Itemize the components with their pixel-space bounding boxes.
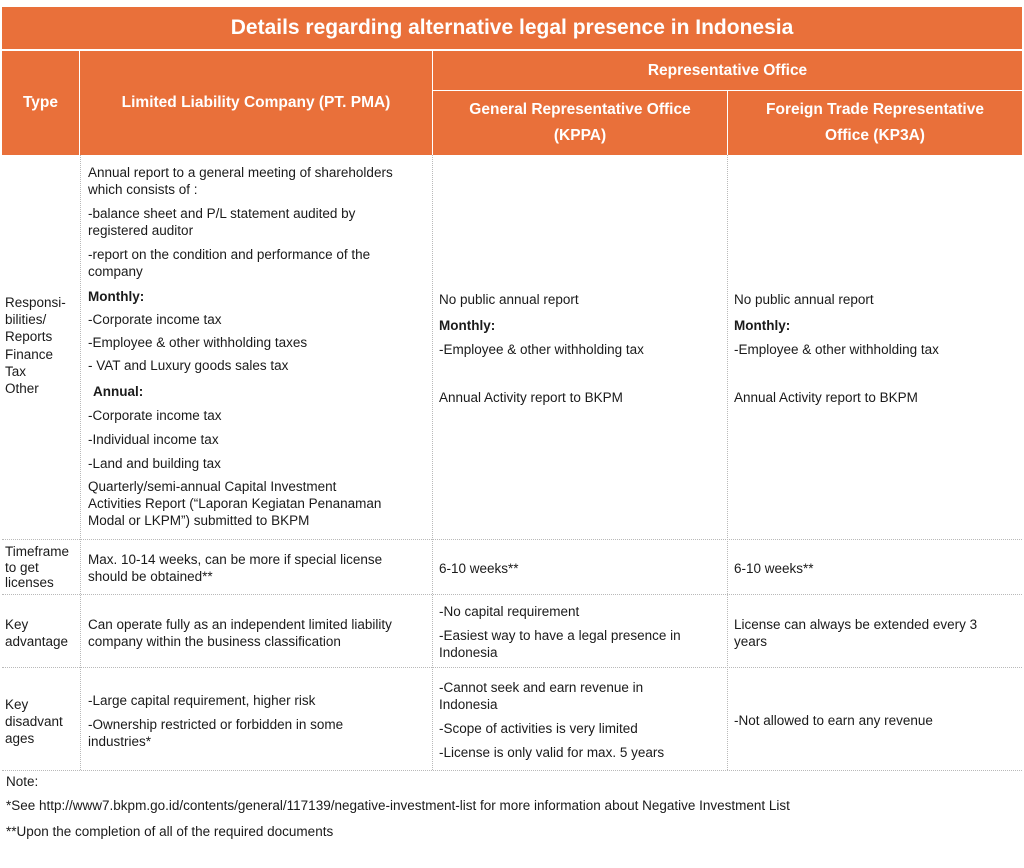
row-disadvantage-kppa (439, 679, 723, 761)
llc-quarterly-text: Activities Report (“Laporan Kegiatan Penanaman (88, 496, 382, 511)
kppa-advantage-text: -No capital requirement (439, 604, 580, 619)
header-llc: Limited Liability Company (PT. PMA) (80, 51, 432, 155)
type-text: disadvant (5, 714, 63, 729)
llc-timeframe-text: Max. 10-14 weeks, can be more if special license (88, 552, 383, 567)
llc-disadvantage-text: -Ownership restricted or forbidden in some (88, 717, 344, 732)
kppa-annual-item: Annual Activity report to BKPM (439, 390, 623, 405)
llc-monthly-item: -Corporate income tax (88, 312, 222, 327)
kppa-report-text: No public annual report (439, 292, 579, 307)
llc-disadvantage-text: industries* (88, 734, 152, 749)
type-text: bilities/ (5, 312, 47, 327)
header-kppa (433, 91, 727, 155)
kppa-disadvantage-text: -Scope of activities is very limited (439, 721, 638, 736)
kp3a-report-text: No public annual report (734, 292, 874, 307)
row-reports-type (5, 294, 79, 397)
llc-annual-item: -Corporate income tax (88, 408, 222, 423)
row-divider (2, 594, 1022, 595)
row-disadvantage-llc (88, 692, 428, 750)
row-divider (2, 667, 1022, 668)
type-text: Other (5, 381, 39, 396)
type-text: licenses (5, 575, 54, 590)
llc-quarterly-text: Quarterly/semi-annual Capital Investment (88, 479, 337, 494)
row-advantage-kppa (439, 603, 723, 661)
type-text: Timeframe (5, 544, 70, 559)
llc-advantage-text: Can operate fully as an independent limited liability (88, 617, 392, 632)
row-divider (2, 770, 1022, 771)
kp3a-advantage-text: years (734, 634, 768, 649)
row-timeframe-llc (88, 551, 428, 585)
kppa-advantage-text: -Easiest way to have a legal presence in (439, 628, 681, 643)
type-text: advantage (5, 634, 69, 649)
header-kppa-line2: (KPPA) (553, 127, 607, 144)
llc-report-text: company (88, 264, 143, 279)
type-text: ages (5, 731, 35, 746)
row-timeframe-kp3a: 6-10 weeks** (734, 561, 814, 576)
kp3a-monthly-item: -Employee & other withholding tax (734, 342, 939, 357)
row-advantage-kp3a (734, 616, 1018, 650)
row-advantage-llc (88, 616, 428, 650)
header-type: Type (2, 51, 79, 155)
llc-disadvantage-text: -Large capital requirement, higher risk (88, 693, 316, 708)
column-divider (80, 155, 81, 770)
llc-monthly-item: -Employee & other withholding taxes (88, 335, 308, 350)
header-kppa-line1: General Representative Office (469, 101, 691, 118)
llc-report-text: -report on the condition and performance of the (88, 247, 371, 262)
row-advantage-type (5, 616, 79, 650)
type-text: to get (5, 559, 39, 575)
llc-advantage-text: company within the business classification (88, 634, 341, 649)
kppa-disadvantage-text: -Cannot seek and earn revenue in (439, 680, 644, 695)
type-text: Key (5, 697, 29, 712)
llc-report-text: which consists of : (88, 182, 198, 197)
row-divider (2, 539, 1022, 540)
llc-report-text: Annual report to a general meeting of shareholders (88, 165, 393, 180)
type-text: Tax (5, 364, 27, 379)
llc-monthly-item: - VAT and Luxury goods sales tax (88, 358, 289, 373)
llc-report-text: registered auditor (88, 223, 194, 238)
kppa-disadvantage-text: -License is only valid for max. 5 years (439, 745, 665, 760)
column-divider (727, 155, 728, 770)
kppa-monthly-item: -Employee & other withholding tax (439, 342, 644, 357)
table-title: Details regarding alternative legal presence in Indonesia (2, 7, 1022, 49)
row-disadvantage-kp3a: -Not allowed to earn any revenue (734, 713, 933, 728)
type-text: Finance (5, 347, 54, 362)
llc-annual-item: -Individual income tax (88, 432, 219, 447)
row-reports-llc (88, 164, 428, 529)
annual-label: Annual: (93, 384, 144, 399)
row-timeframe-type (5, 544, 79, 591)
row-reports-kp3a (734, 291, 1018, 406)
row-timeframe-kppa: 6-10 weeks** (439, 561, 519, 576)
type-text: Responsi- (5, 295, 66, 310)
column-divider (432, 155, 433, 770)
header-kp3a-line2: Office (KP3A) (825, 127, 925, 144)
monthly-label: Monthly: (734, 318, 791, 333)
llc-annual-item: -Land and building tax (88, 456, 221, 471)
type-text: Key (5, 617, 29, 632)
kp3a-annual-item: Annual Activity report to BKPM (734, 390, 918, 405)
llc-timeframe-text: should be obtained** (88, 569, 213, 584)
header-representative-office: Representative Office (433, 51, 1022, 90)
note-negative-investment-list: *See http://www7.bkpm.go.id/contents/general/117139/negative-investment-list for more information about Negative Investment List (6, 798, 790, 813)
kp3a-advantage-text: License can always be extended every 3 (734, 617, 978, 632)
llc-quarterly-text: Modal or LKPM”) submitted to BKPM (88, 513, 310, 528)
row-disadvantage-type (5, 696, 79, 747)
header-kp3a (728, 91, 1022, 155)
note-required-documents: **Upon the completion of all of the required documents (6, 824, 334, 839)
row-reports-kppa (439, 291, 723, 406)
monthly-label: Monthly: (88, 289, 145, 304)
monthly-label: Monthly: (439, 318, 496, 333)
kppa-disadvantage-text: Indonesia (439, 697, 498, 712)
llc-report-text: -balance sheet and P/L statement audited by (88, 206, 356, 221)
kppa-advantage-text: Indonesia (439, 645, 498, 660)
notes-label: Note: (6, 774, 39, 789)
type-text: Reports (5, 329, 53, 344)
header-kp3a-line1: Foreign Trade Representative (766, 101, 984, 118)
